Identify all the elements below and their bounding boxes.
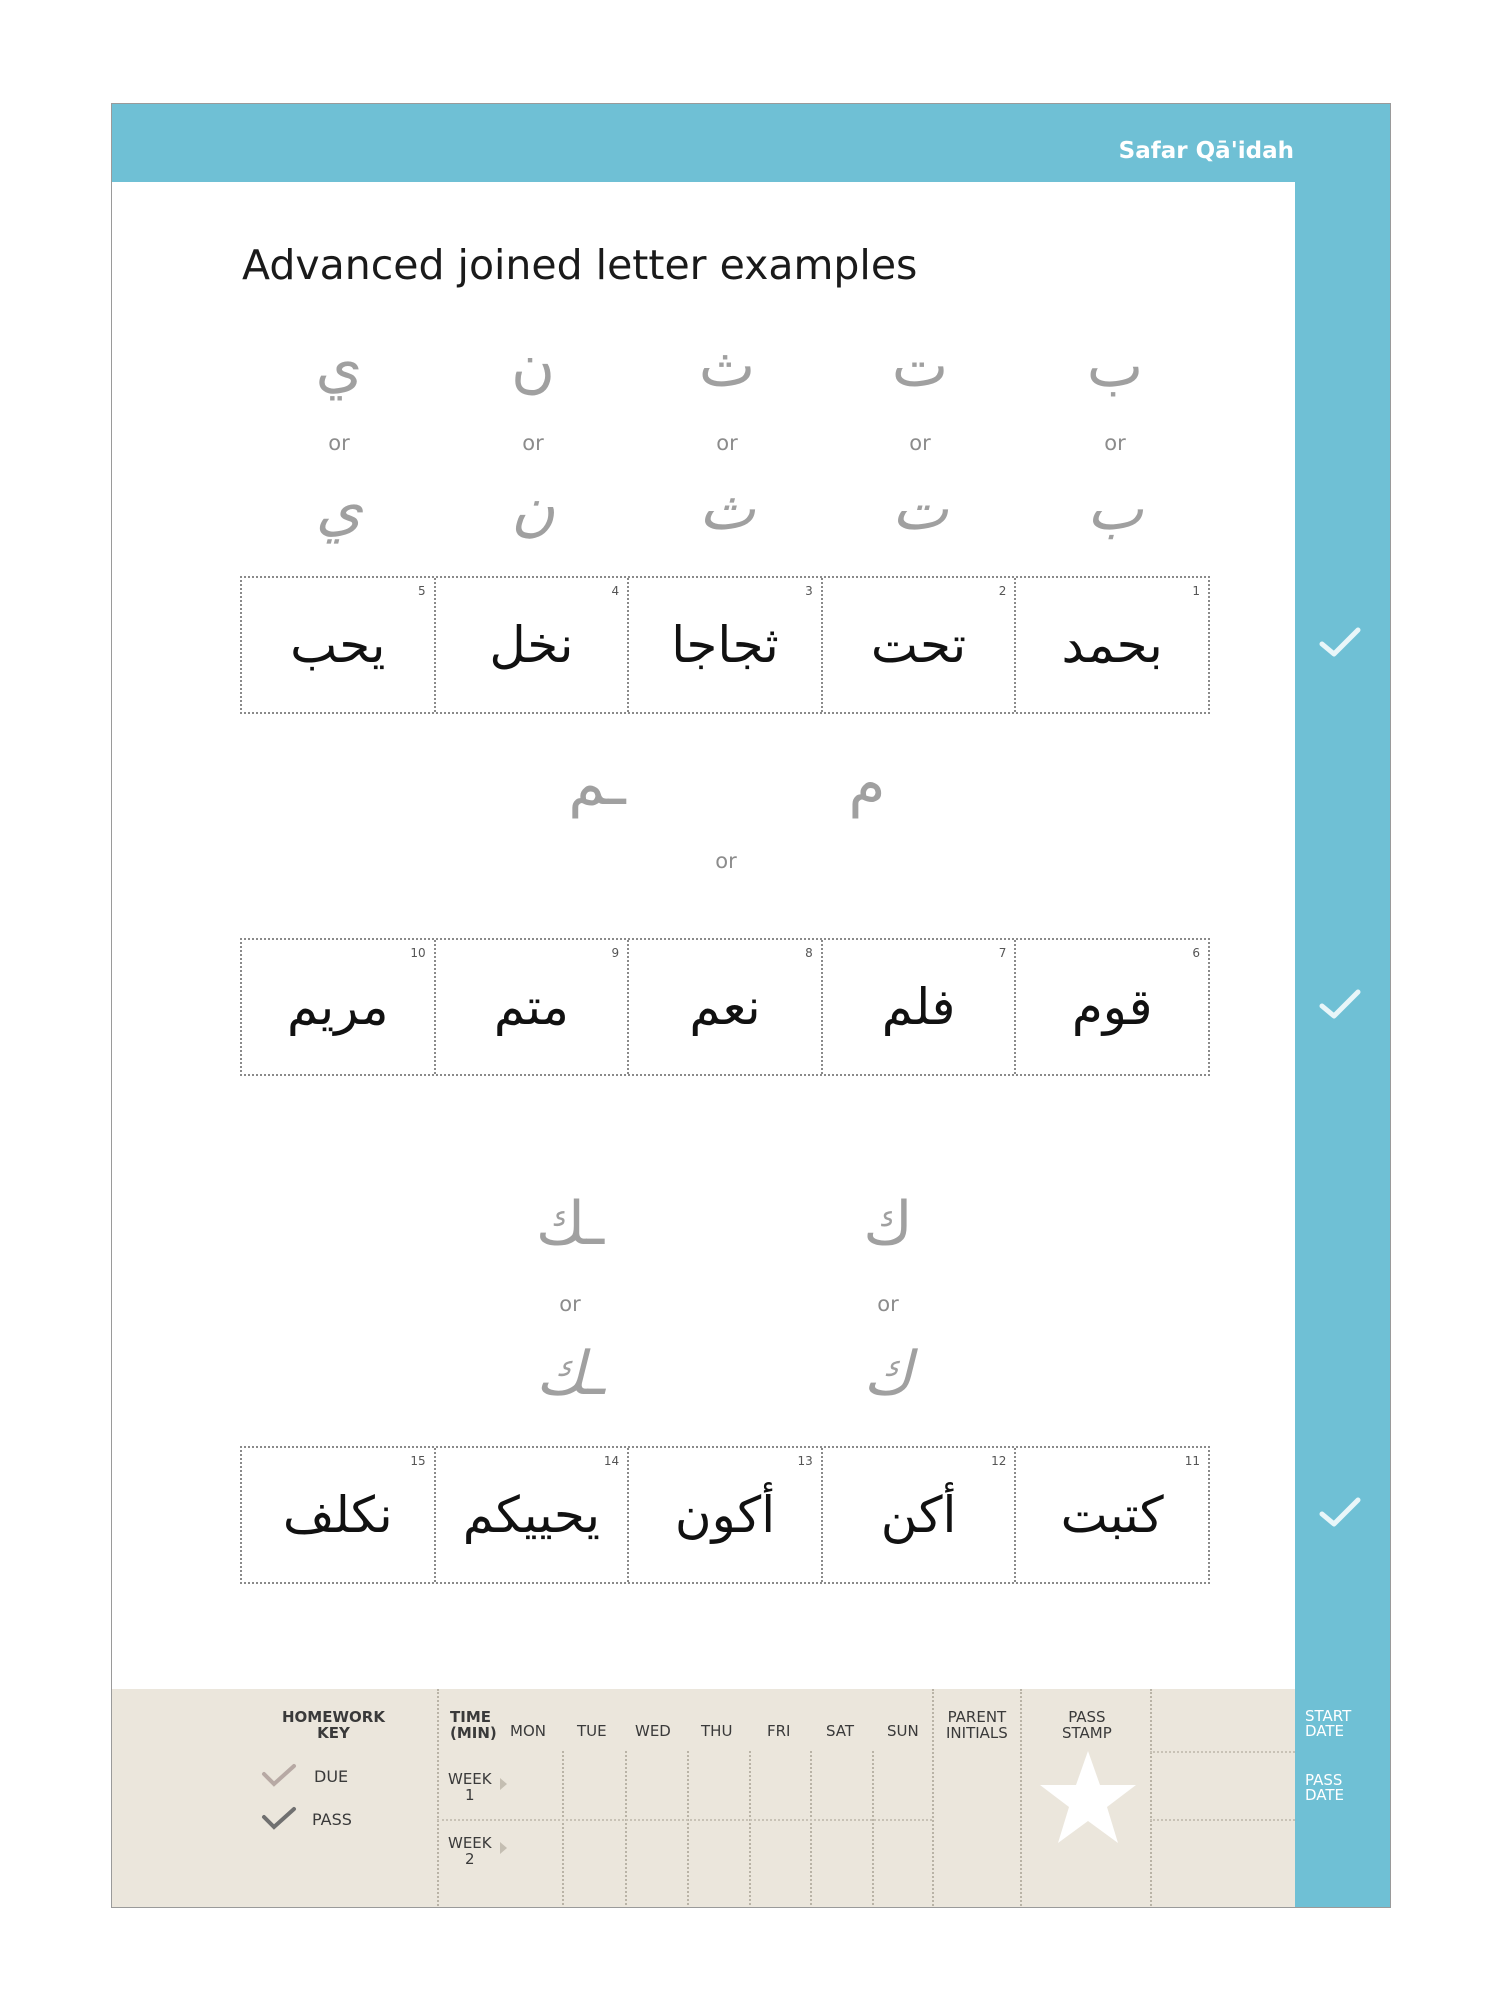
arabic-word: قوم [1071, 978, 1153, 1036]
arabic-word: أكن [880, 1486, 957, 1544]
day-sun: SUN [887, 1722, 919, 1740]
letter-form-kaf-final: ـك [535, 1189, 605, 1259]
arabic-word: ثجاجا [671, 616, 779, 674]
homework-key-label [282, 1709, 385, 1741]
word-cell [627, 578, 821, 712]
day-entry-cell[interactable] [510, 1821, 930, 1907]
cell-number: 8 [805, 946, 813, 960]
column-divider [932, 1689, 934, 1908]
pass-date-label: PASS DATE [1305, 1771, 1345, 1804]
page-title: Advanced joined letter examples [242, 241, 918, 289]
day-fri: FRI [767, 1722, 791, 1740]
cell-number: 12 [991, 1454, 1007, 1468]
arabic-word: نخل [489, 616, 574, 674]
or-label: or [559, 1292, 581, 1316]
arabic-word: يحب [290, 616, 386, 674]
word-row-1 [240, 576, 1210, 714]
letter-form-mim-final: ـم [568, 749, 626, 819]
letter-alt-form-kaf: ك [863, 1339, 913, 1409]
word-cell [434, 578, 628, 712]
cell-number: 11 [1184, 1454, 1200, 1468]
or-label: or [909, 431, 931, 455]
or-label: or [877, 1292, 899, 1316]
arabic-word: فلم [881, 978, 956, 1036]
arabic-word: نكلف [282, 1486, 393, 1544]
or-label: or [1104, 431, 1126, 455]
letter-alt-form-kaf-final: ـك [535, 1339, 605, 1409]
or-label: or [328, 431, 350, 455]
arabic-word: تحت [870, 616, 967, 674]
arabic-word: يحييكم [462, 1486, 601, 1544]
word-cell [242, 1448, 434, 1582]
cell-number: 6 [1192, 946, 1200, 960]
letter-form-kaf: ك [863, 1189, 913, 1259]
letter-form-ta: ت [891, 331, 949, 401]
letter-alt-form-ta: ت [891, 474, 949, 544]
word-row-2 [240, 938, 1210, 1076]
arabic-word: بحمد [1061, 616, 1163, 674]
word-cell [1014, 1448, 1208, 1582]
day-sat: SAT [826, 1722, 855, 1740]
pass-check-icon [260, 1803, 300, 1833]
cell-number: 9 [611, 946, 620, 960]
word-cell [821, 940, 1015, 1074]
arabic-word: نعم [689, 978, 761, 1036]
arabic-word: متم [493, 978, 569, 1036]
or-label: or [522, 431, 544, 455]
word-cell [434, 940, 628, 1074]
parent-initials-header: PARENT INITIALS [946, 1708, 1008, 1742]
cell-number: 5 [417, 584, 426, 598]
arabic-word: كتبت [1060, 1486, 1164, 1544]
week-1-label: WEEK 1 [448, 1770, 492, 1804]
cell-number: 7 [998, 946, 1007, 960]
book-title: Safar Qā'idah [1118, 138, 1294, 164]
letter-form-tha: ث [698, 331, 756, 401]
due-label: DUE [314, 1767, 349, 1786]
homework-key-text: HOMEWORK KEY [282, 1708, 385, 1742]
cell-number: 15 [410, 1454, 426, 1468]
row-divider [1150, 1751, 1295, 1753]
cell-number: 13 [797, 1454, 813, 1468]
homework-table [112, 1689, 1352, 1908]
column-divider [1020, 1689, 1022, 1908]
due-check-icon [260, 1760, 300, 1790]
header-bar [112, 104, 1391, 182]
word-cell [1014, 578, 1208, 712]
time-header: TIME (MIN) [450, 1708, 497, 1742]
cell-number: 1 [1192, 584, 1200, 598]
letter-alt-form-nun: ن [510, 474, 556, 544]
arabic-word: أكون [674, 1486, 776, 1544]
letter-form-mim: م [848, 749, 886, 819]
day-mon: MON [510, 1722, 546, 1740]
word-cell [821, 578, 1015, 712]
day-wed: WED [635, 1722, 671, 1740]
start-date-label: START DATE [1305, 1707, 1352, 1740]
letter-alt-form-ba: ب [1086, 474, 1144, 544]
star-icon [1038, 1749, 1138, 1847]
or-label: or [715, 849, 737, 873]
column-divider [437, 1689, 439, 1908]
column-divider [1150, 1689, 1152, 1908]
cell-number: 2 [998, 584, 1007, 598]
word-cell [821, 1448, 1015, 1582]
check-icon [1316, 980, 1364, 1028]
letter-form-ya: ي [315, 331, 363, 401]
word-cell [627, 940, 821, 1074]
word-cell [242, 578, 434, 712]
word-cell [434, 1448, 628, 1582]
cell-number: 10 [410, 946, 426, 960]
day-tue: TUE [577, 1722, 607, 1740]
page [111, 103, 1391, 1908]
word-cell [627, 1448, 821, 1582]
arrow-icon [499, 1841, 509, 1855]
arabic-word: مريم [287, 978, 389, 1036]
check-icon [1316, 618, 1364, 666]
cell-number: 4 [611, 584, 620, 598]
letter-alt-form-tha: ث [698, 474, 756, 544]
letter-form-ba: ب [1086, 331, 1144, 401]
letter-alt-form-ya: ي [315, 474, 363, 544]
row-divider [1150, 1819, 1295, 1821]
cell-number: 14 [603, 1454, 620, 1468]
cell-number: 3 [805, 584, 813, 598]
pass-stamp-header: PASS STAMP [1062, 1708, 1112, 1742]
week-2-label: WEEK 2 [448, 1834, 492, 1868]
day-thu: THU [701, 1722, 733, 1740]
letter-form-nun: ن [510, 331, 556, 401]
word-cell [1014, 940, 1208, 1074]
pass-label: PASS [312, 1810, 352, 1829]
or-label: or [716, 431, 738, 455]
word-row-3 [240, 1446, 1210, 1584]
check-icon [1316, 1488, 1364, 1536]
arrow-icon [499, 1777, 509, 1791]
word-cell [242, 940, 434, 1074]
day-entry-cell[interactable] [510, 1753, 930, 1817]
